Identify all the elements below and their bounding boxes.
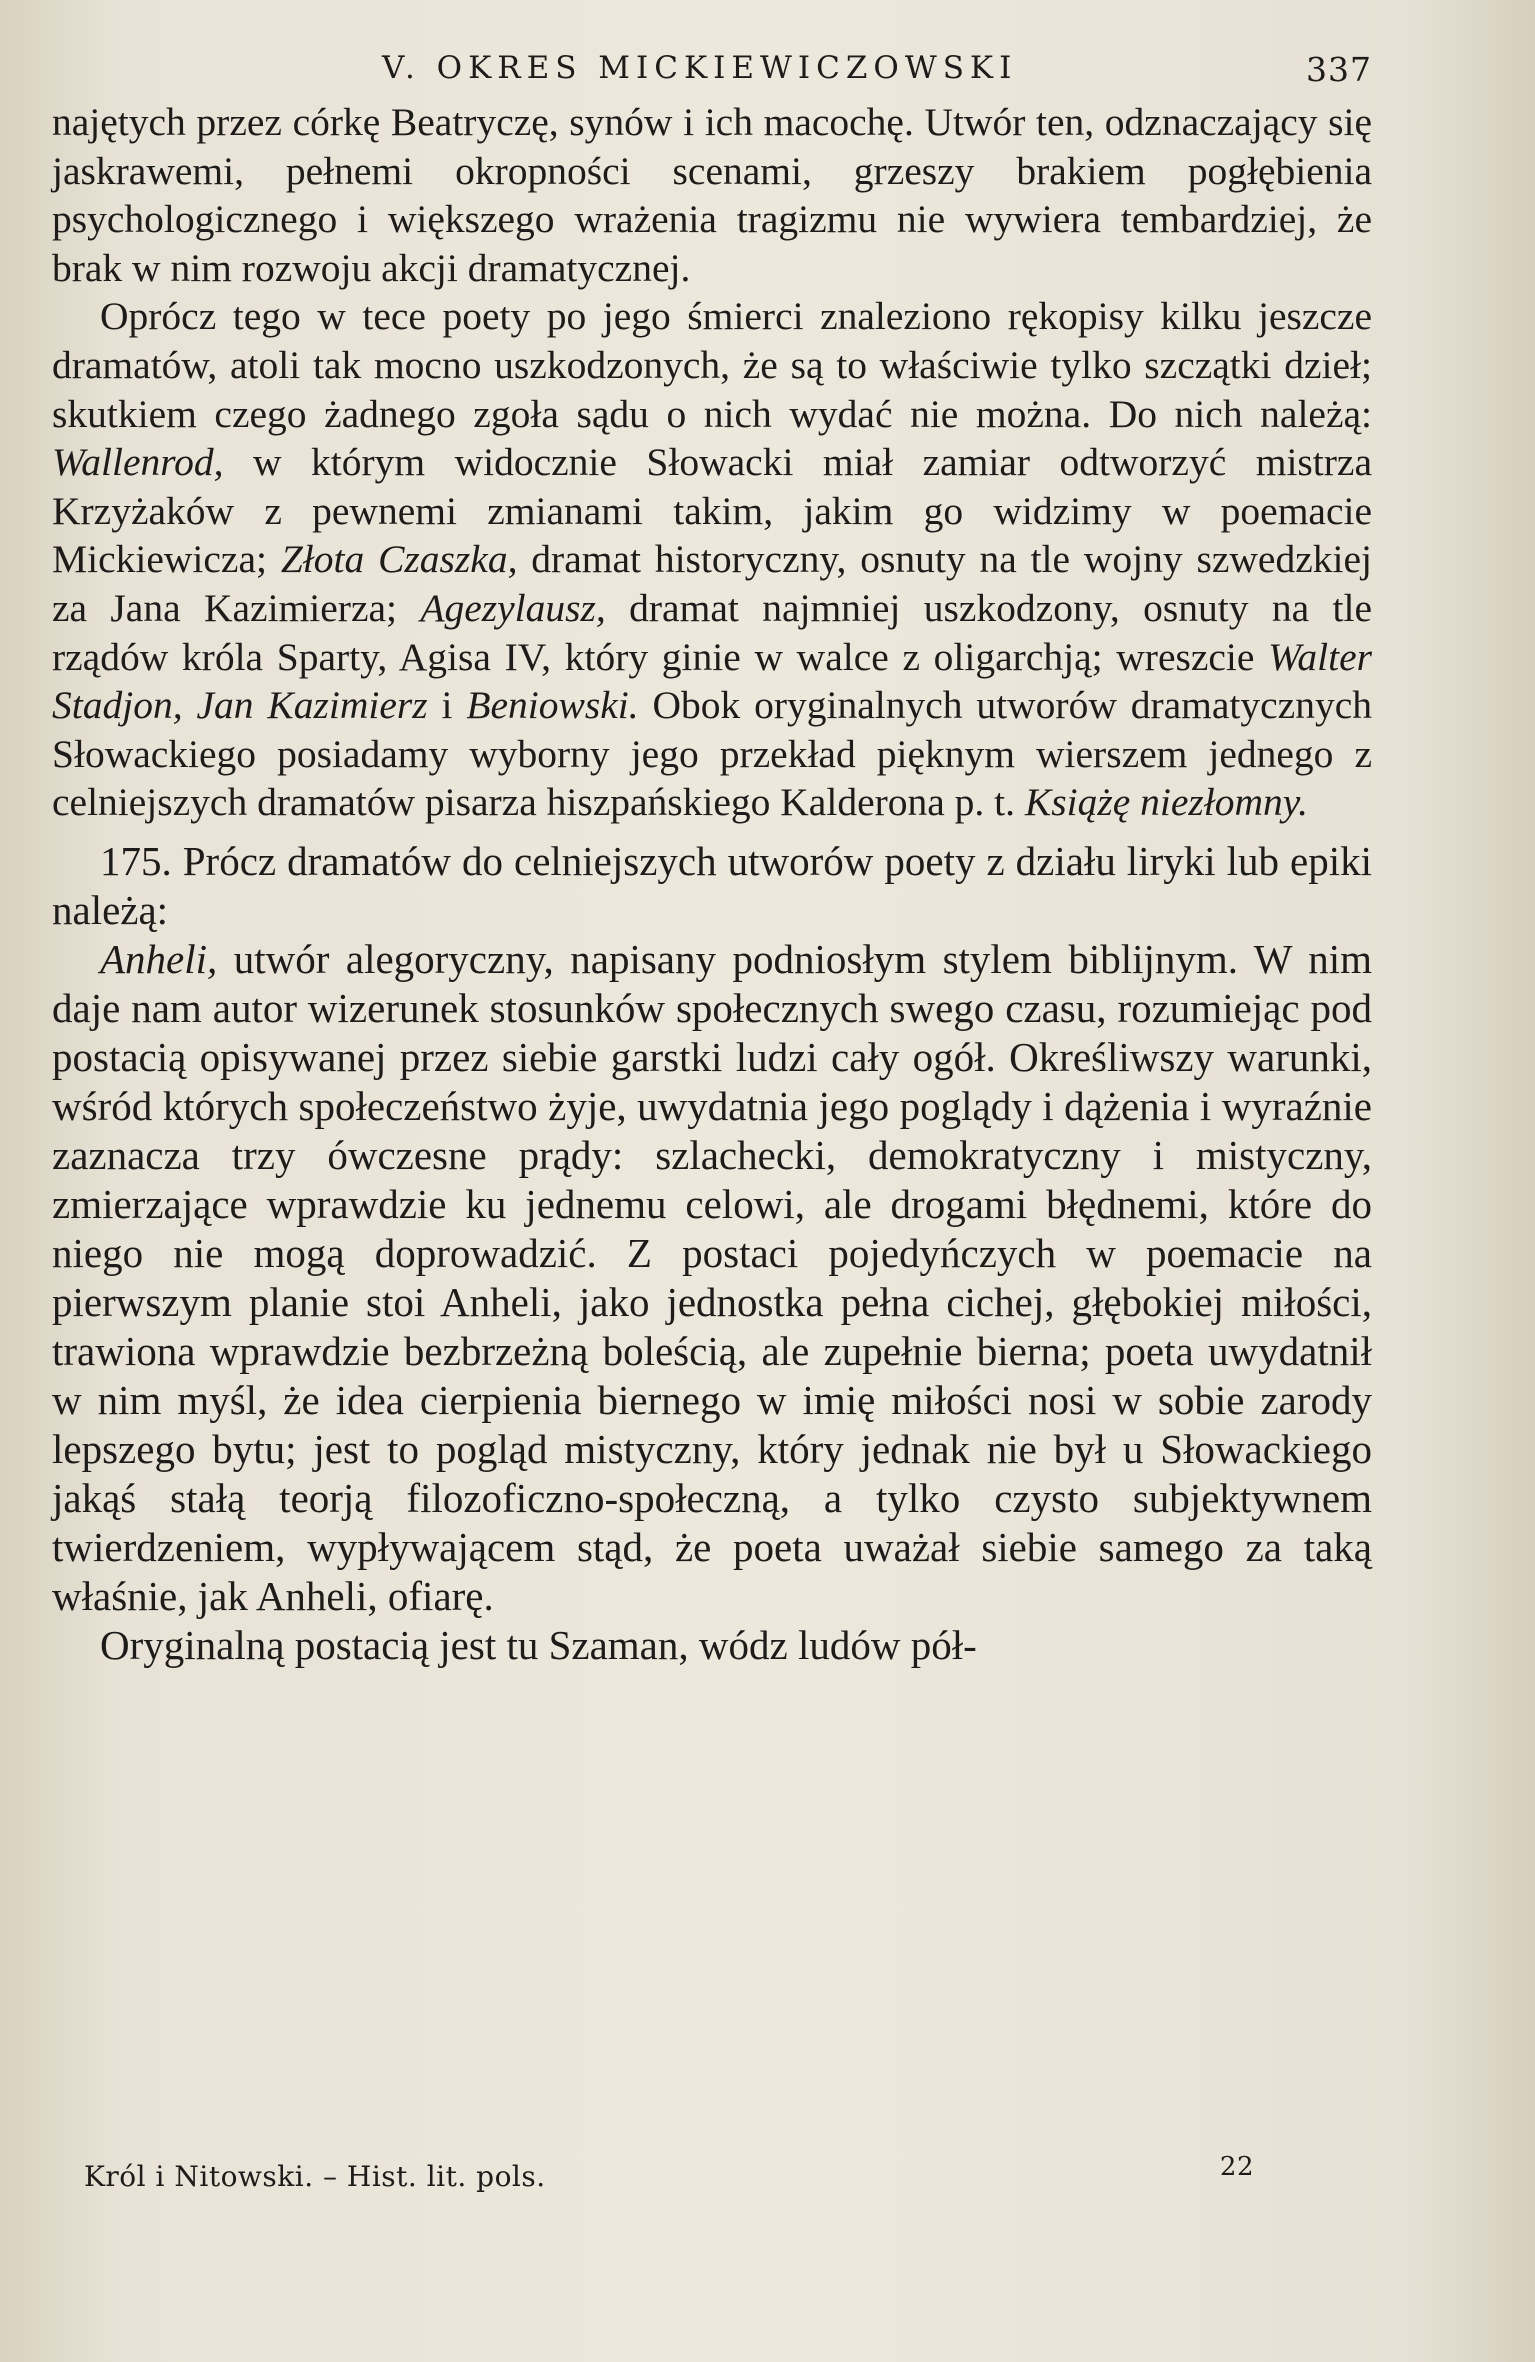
text-run: Obok oryginalnych utworów dramatycznych Słowackiego posiadamy wyborny jego przekład pięknym wierszem jednego z celniejszych dramatów pisarza hiszpańskiego Kalderona p. t. — [52, 683, 1372, 825]
title-zlota-czaszka: Złota Czaszka, — [280, 537, 518, 582]
text-run: dramat historyczny, osnuty na tle wojny szwedzkiej za Jana Kazimierza; — [52, 537, 1372, 630]
section-175-heading: 175. Prócz dramatów do celniejszych utworów poety z działu liryki lub epiki należą: — [52, 837, 1372, 933]
paragraph-2 — [52, 292, 1372, 827]
title-wallenrod: Wallenrod, — [52, 440, 224, 485]
book-page — [52, 40, 1372, 1670]
text-run: dramat najmniej uszkodzony, osnuty na tle rządów króla Sparty, Agisa IV, który ginie w walce z oligarchją; wreszcie — [52, 585, 1372, 679]
page-number: 337 — [1306, 50, 1372, 89]
page-header — [52, 40, 1372, 98]
title-anheli: Anheli, — [100, 935, 218, 982]
paragraph-anheli — [52, 935, 1372, 1621]
text-run: w którym widocznie Słowacki miał zamiar odtworzyć mistrza Krzyżaków z pewnemi zmianami takim, jakim go widzimy w poemacie Mickiewicza; — [52, 440, 1372, 582]
sheet-signature: 22 — [1219, 2152, 1254, 2182]
title-beniowski: Beniowski. — [466, 683, 639, 728]
text-run: utwór alegoryczny, napisany podniosłym stylem biblijnym. W nim daje nam autor wizerunek stosunków społecznych swego czasu, rozumiejąc pod postacią opisywanej przez siebie garstki ludzi cały ogół. Określiwszy warunki, wśród których społeczeństwo żyje, uwydatnia jego poglądy i dążenia i wyraźnie zaznacza trzy ówczesne prądy: szlachecki, demokratyczny i mistyczny, zmierzające wprawdzie ku jednemu celowi, ale drogami błędnemi, które do niego nie mogą doprowadzić. Z postaci pojedyńczych w poemacie na pierwszym planie stoi Anheli, jako jednostka pełna cichej, głębokiej miłości, trawiona wprawdzie bezbrzeżną boleścią, ale zupełnie bierna; poeta uwydatnił w nim myśl, że idea cierpienia biernego w imię miłości nosi w sobie zarody lepszego bytu; jest to pogląd mistyczny, który jednak nie był u Słowackiego jakąś stałą teorją filozoficzno-społeczną, a tylko czysto subjektywnem twierdzeniem, wypływającem stąd, że poeta uważał siebie samego za taką właśnie, jak Anheli, ofiarę. — [52, 935, 1372, 1619]
title-ksiaze-niezlomny: Książę niezłomny. — [1024, 780, 1308, 825]
text-run: Oprócz tego w tece poety po jego śmierci znaleziono rękopisy kilku jeszcze dramatów, atoli tak mocno uszkodzonych, że są to właściwie tylko szczątki dzieł; skutkiem czego żadnego zgoła sądu o nich wydać nie można. Do nich należą: — [52, 294, 1372, 436]
page-footer — [84, 2152, 1324, 2193]
paragraph-1: najętych przez córkę Beatryczę, synów i ich macochę. Utwór ten, odznaczający się jaskrawemi, pełnemi okropności scenami, grzeszy brakiem pogłębienia psychologicznego i większego wrażenia tragizmu nie wywiera tembardziej, że brak w nim rozwoju akcji dramatycznej. — [52, 100, 1372, 290]
title-walter-stadjon: Walter Stadjon, Jan Kazimierz — [52, 634, 1372, 728]
footer-source: Król i Nitowski. – Hist. lit. pols. — [84, 2160, 546, 2193]
paragraph-szaman: Oryginalną postacią jest tu Szaman, wódz ludów pół- — [100, 1621, 977, 1668]
title-agezylausz: Agezylausz, — [420, 585, 606, 630]
running-title: V. OKRES MICKIEWICZOWSKI — [382, 50, 1018, 86]
body-text — [52, 98, 1372, 1670]
text-run: i — [427, 683, 467, 728]
